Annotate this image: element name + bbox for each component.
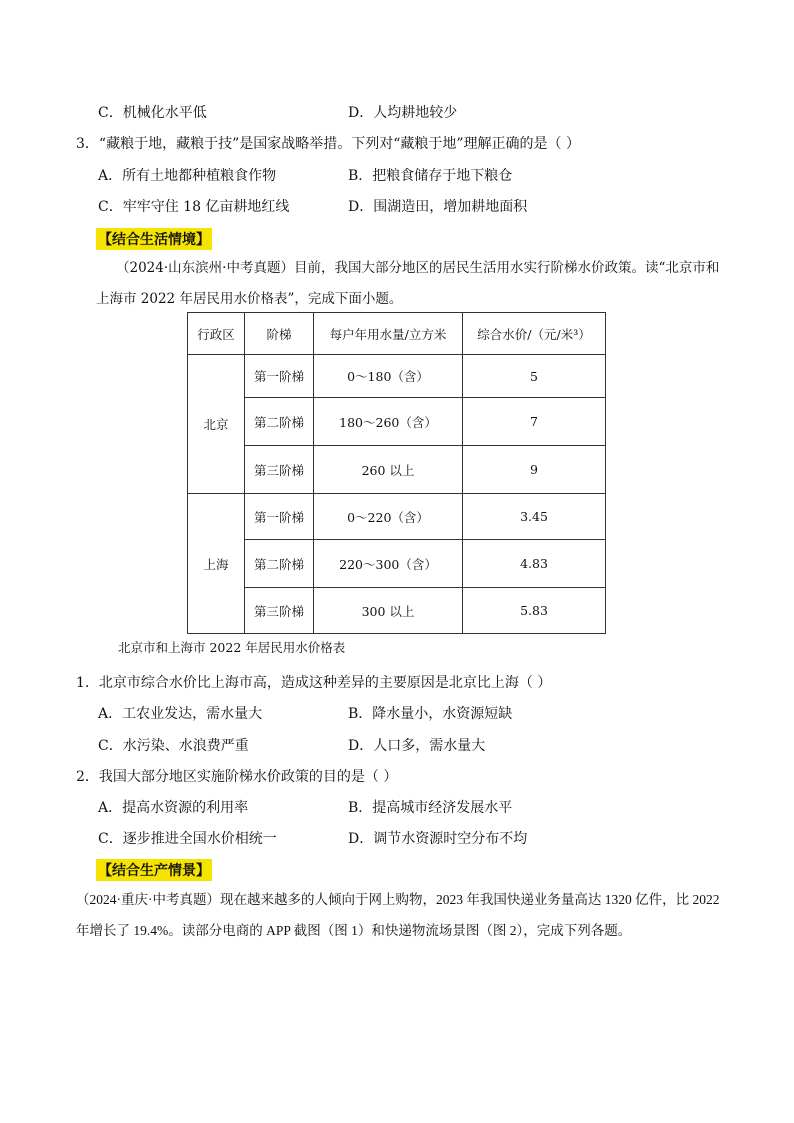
section-2-intro-line-1: （2024·重庆·中考真题）现在越来越多的人倾向于网上购物，2023 年我国快递业务量高达 1320 亿件，比 2022 <box>76 892 720 907</box>
header-region: 行政区 <box>188 313 245 355</box>
question-3-option-d: D．围湖造田，增加耕地面积 <box>348 199 528 215</box>
section-2-intro-line-2: 年增长了 19.4%。读部分电商的 APP 截图（图 1）和快递物流场景图（图 2），完成下列各题。 <box>76 923 632 938</box>
volume-cell: 260 以上 <box>314 446 463 494</box>
table-row <box>188 398 606 446</box>
option-d: D．人均耕地较少 <box>348 105 458 121</box>
header-price: 综合水价/（元/米³） <box>463 313 606 355</box>
tier-cell: 第二阶梯 <box>245 398 314 446</box>
question-2-option-b: B．提高城市经济发展水平 <box>348 800 513 816</box>
question-3-option-c: C．牢牢守住 18 亿亩耕地红线 <box>98 199 290 215</box>
volume-cell: 180～260（含） <box>314 398 463 446</box>
section-2-intro <box>76 884 726 946</box>
tier-cell: 第一阶梯 <box>245 355 314 398</box>
table-row <box>188 355 606 398</box>
section-tag-life: 【结合生活情境】 <box>96 228 212 250</box>
region-shanghai: 上海 <box>188 494 245 634</box>
tier-cell: 第三阶梯 <box>245 446 314 494</box>
price-cell: 7 <box>463 398 606 446</box>
table-row <box>188 494 606 540</box>
section-tag-production: 【结合生产情景】 <box>96 859 212 881</box>
water-price-table <box>187 312 606 634</box>
question-1-stem: 1．北京市综合水价比上海市高，造成这种差异的主要原因是北京比上海（ ） <box>76 675 552 691</box>
table-row <box>188 540 606 588</box>
price-cell: 3.45 <box>463 494 606 540</box>
header-volume: 每户年用水量/立方米 <box>314 313 463 355</box>
question-2-stem: 2．我国大部分地区实施阶梯水价政策的目的是（ ） <box>76 769 398 785</box>
section-1-intro <box>96 253 720 315</box>
question-1-option-c: C．水污染、水浪费严重 <box>98 738 249 754</box>
volume-cell: 220～300（含） <box>314 540 463 588</box>
question-2-option-d: D．调节水资源时空分布不均 <box>348 831 528 847</box>
section-1-intro-line-2: 上海市 2022 年居民用水价格表”，完成下面小题。 <box>96 291 403 307</box>
tier-cell: 第一阶梯 <box>245 494 314 540</box>
section-1-intro-line-1: （2024·山东滨州·中考真题）目前，我国大部分地区的居民生活用水实行阶梯水价政策。读“北京市和 <box>116 260 720 276</box>
price-cell: 5.83 <box>463 588 606 634</box>
tier-cell: 第二阶梯 <box>245 540 314 588</box>
table-row <box>188 446 606 494</box>
price-cell: 9 <box>463 446 606 494</box>
table-header-row <box>188 313 606 355</box>
table-row <box>188 588 606 634</box>
question-2-option-a: A．提高水资源的利用率 <box>98 800 249 816</box>
tier-cell: 第三阶梯 <box>245 588 314 634</box>
region-beijing: 北京 <box>188 355 245 494</box>
question-1-option-a: A．工农业发达，需水量大 <box>98 706 263 722</box>
question-1-option-b: B．降水量小，水资源短缺 <box>348 706 513 722</box>
question-2-option-c: C．逐步推进全国水价相统一 <box>98 831 277 847</box>
price-cell: 5 <box>463 355 606 398</box>
question-3-option-b: B．把粮食储存于地下粮仓 <box>348 168 513 184</box>
question-3-stem: 3．“藏粮于地，藏粮于技”是国家战略举措。下列对“藏粮于地”理解正确的是（ ） <box>76 136 580 152</box>
volume-cell: 300 以上 <box>314 588 463 634</box>
volume-cell: 0～220（含） <box>314 494 463 540</box>
question-3-option-a: A．所有土地都种植粮食作物 <box>98 168 277 184</box>
table-caption: 北京市和上海市 2022 年居民用水价格表 <box>118 640 346 655</box>
option-c: C．机械化水平低 <box>98 105 207 121</box>
header-tier: 阶梯 <box>245 313 314 355</box>
volume-cell: 0～180（含） <box>314 355 463 398</box>
price-cell: 4.83 <box>463 540 606 588</box>
question-1-option-d: D．人口多，需水量大 <box>348 738 486 754</box>
